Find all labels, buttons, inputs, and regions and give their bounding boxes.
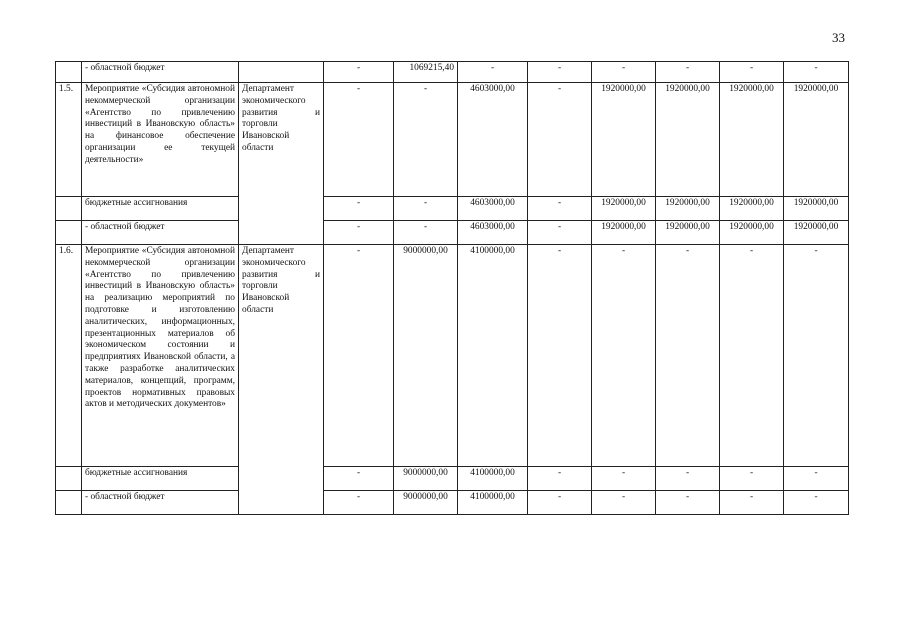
value-cell: 1920000,00 — [784, 197, 849, 221]
value-cell: - — [324, 245, 394, 467]
value-cell: - — [394, 83, 458, 197]
value-cell: - — [784, 491, 849, 515]
value-cell: - — [592, 467, 656, 491]
value-cell: 1920000,00 — [720, 83, 784, 197]
value-cell: - — [784, 245, 849, 467]
value-cell: 9000000,00 — [394, 245, 458, 467]
value-cell: 1920000,00 — [720, 221, 784, 245]
value-cell: - — [458, 62, 528, 83]
value-cell: - — [592, 245, 656, 467]
value-cell: - — [528, 197, 592, 221]
value-cell: - — [324, 62, 394, 83]
table-row — [56, 62, 849, 83]
value-cell: - — [656, 62, 720, 83]
value-cell: - — [656, 467, 720, 491]
value-cell: - — [324, 491, 394, 515]
value-cell: 1920000,00 — [720, 197, 784, 221]
department-cell: Департамент экономического развития и торговли Ивановской области — [239, 83, 324, 245]
value-cell: - — [324, 197, 394, 221]
value-cell: - — [784, 62, 849, 83]
value-cell: 4100000,00 — [458, 491, 528, 515]
row-label: - областной бюджет — [82, 221, 239, 245]
value-cell: 1920000,00 — [592, 221, 656, 245]
value-cell: 1920000,00 — [784, 221, 849, 245]
value-cell: - — [592, 62, 656, 83]
measure-description: Мероприятие «Субсидия автономной некоммерческой организации «Агентство по привлечению инвестиций в Ивановскую область» на финансовое обеспечение организации ее текущей деятельности» — [82, 83, 239, 197]
value-cell: - — [656, 491, 720, 515]
page-number: 33 — [832, 30, 845, 45]
value-cell: - — [528, 467, 592, 491]
value-cell: - — [784, 467, 849, 491]
value-cell: - — [592, 491, 656, 515]
value-cell: 4603000,00 — [458, 83, 528, 197]
value-cell: - — [720, 491, 784, 515]
row-label: - областной бюджет — [82, 62, 239, 83]
value-cell: 1920000,00 — [592, 197, 656, 221]
table-row — [56, 197, 849, 221]
value-cell: - — [324, 221, 394, 245]
value-cell: - — [528, 491, 592, 515]
value-cell: - — [528, 62, 592, 83]
value-cell: - — [324, 83, 394, 197]
value-cell: - — [720, 467, 784, 491]
value-cell: 4603000,00 — [458, 197, 528, 221]
value-cell: - — [528, 83, 592, 197]
value-cell: 1920000,00 — [656, 221, 720, 245]
row-number-cell — [56, 491, 82, 515]
value-cell: 9000000,00 — [394, 467, 458, 491]
row-number-cell — [56, 467, 82, 491]
value-cell: 4100000,00 — [458, 245, 528, 467]
table-row — [56, 491, 849, 515]
row-label: бюджетные ассигнования — [82, 197, 239, 221]
row-number-cell — [56, 197, 82, 221]
value-cell: - — [528, 221, 592, 245]
table-row — [56, 221, 849, 245]
table-row — [56, 467, 849, 491]
value-cell: 4603000,00 — [458, 221, 528, 245]
value-cell: 1920000,00 — [656, 197, 720, 221]
row-number-cell — [56, 62, 82, 83]
value-cell: - — [528, 245, 592, 467]
value-cell: - — [394, 197, 458, 221]
value-cell: 1920000,00 — [592, 83, 656, 197]
value-cell: 9000000,00 — [394, 491, 458, 515]
row-number-cell: 1.5. — [56, 83, 82, 197]
value-cell: - — [720, 62, 784, 83]
value-cell: - — [324, 467, 394, 491]
table-row — [56, 83, 849, 197]
budget-table — [55, 61, 849, 515]
table-row — [56, 245, 849, 467]
dept-cell — [239, 62, 324, 83]
department-cell: Департамент экономического развития и торговли Ивановской области — [239, 245, 324, 515]
measure-description: Мероприятие «Субсидия автономной некоммерческой организации «Агентство по привлечению инвестиций в Ивановскую область» на реализацию мероприятий по подготовке и изготовлению аналитических, информационных, презентационных материалов об экономическом состоянии и предприятиях Ивановской области, а также разработке аналитических материалов, концепций, программ, проектов нормативных правовых актов и методических документов» — [82, 245, 239, 467]
value-cell: - — [656, 245, 720, 467]
value-cell: 1069215,40 — [394, 62, 458, 83]
row-label: бюджетные ассигнования — [82, 467, 239, 491]
value-cell: 4100000,00 — [458, 467, 528, 491]
value-cell: 1920000,00 — [784, 83, 849, 197]
value-cell: - — [720, 245, 784, 467]
value-cell: 1920000,00 — [656, 83, 720, 197]
value-cell: - — [394, 221, 458, 245]
row-number-cell — [56, 221, 82, 245]
row-number-cell: 1.6. — [56, 245, 82, 467]
row-label: - областной бюджет — [82, 491, 239, 515]
